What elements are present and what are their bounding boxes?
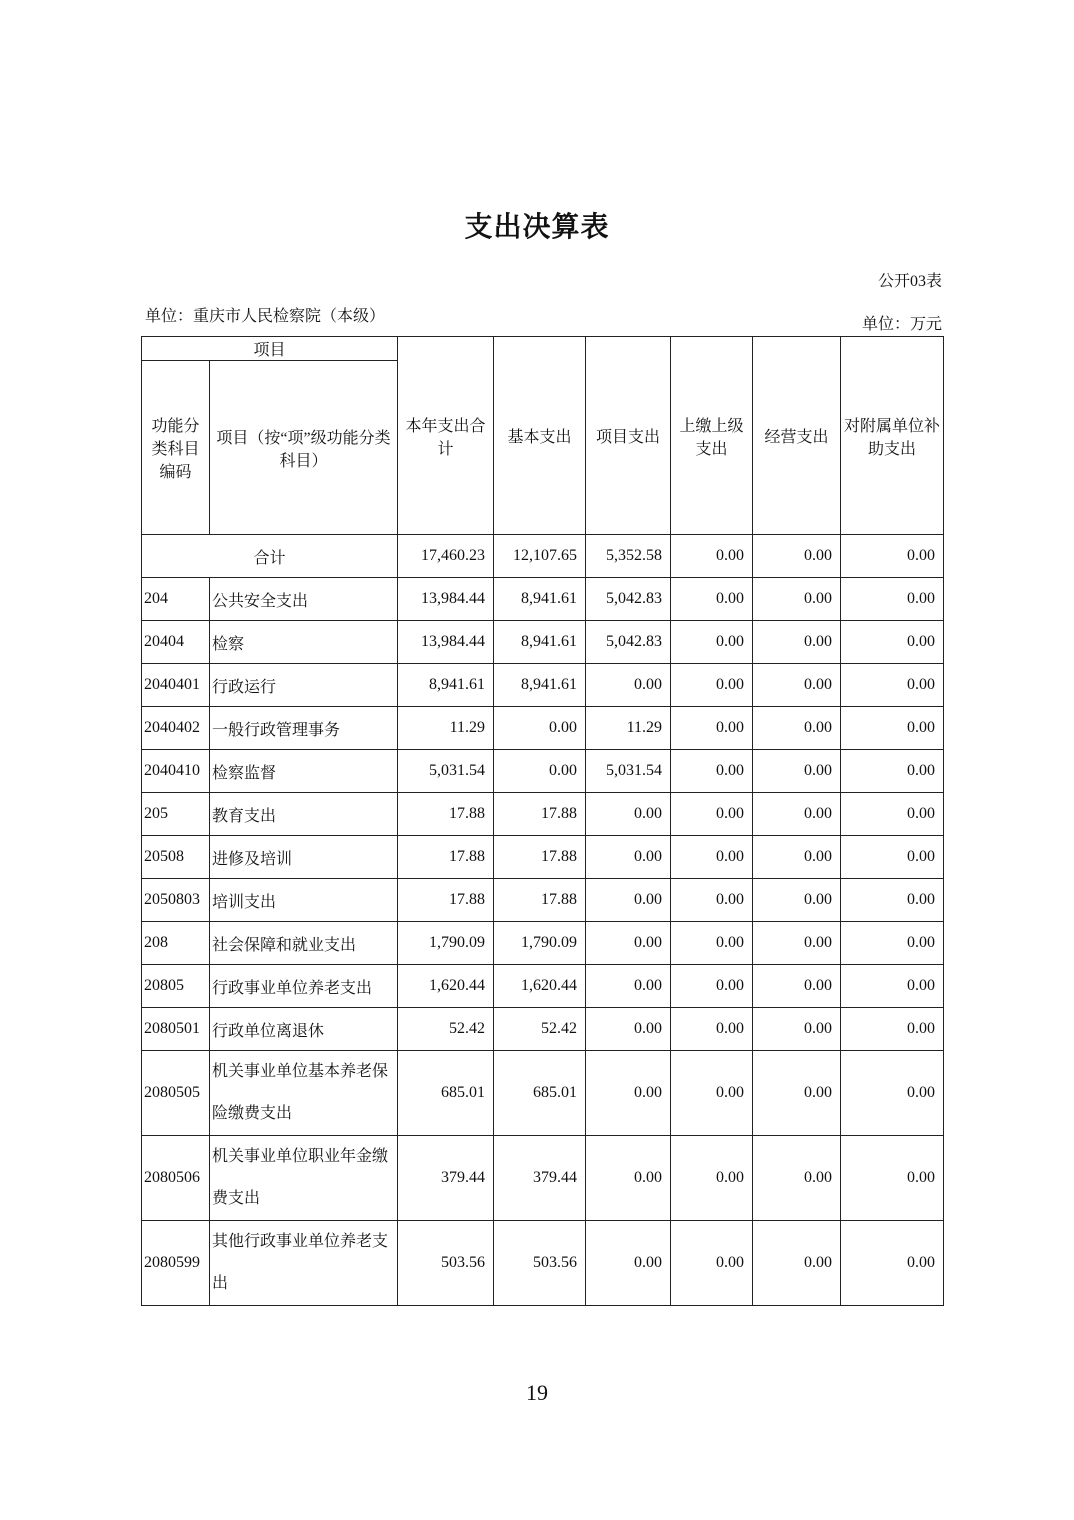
table-row [142,1008,944,1051]
cell: 52.42 [494,1008,586,1051]
cell: 12,107.65 [494,535,586,578]
cell: 685.01 [398,1051,494,1136]
cell: 0.00 [671,965,753,1008]
expenditure-table [141,336,944,1306]
cell: 17.88 [398,793,494,836]
cell: 1,790.09 [494,922,586,965]
cell: 0.00 [671,1051,753,1136]
cell: 1,620.44 [398,965,494,1008]
cell: 0.00 [841,1221,944,1306]
cell: 0.00 [753,621,841,664]
cell: 0.00 [753,1136,841,1221]
cell: 0.00 [841,965,944,1008]
cell: 0.00 [671,578,753,621]
cell: 0.00 [671,836,753,879]
code-cell: 20404 [142,621,210,664]
cell: 5,042.83 [586,578,671,621]
cell: 0.00 [586,1008,671,1051]
table-row [142,578,944,621]
header-col: 本年支出合计 [398,337,494,535]
header-col: 基本支出 [494,337,586,535]
cell: 5,042.83 [586,621,671,664]
cell: 0.00 [841,922,944,965]
table-row [142,1136,944,1221]
table-number: 公开03表 [877,273,942,290]
code-cell: 2080501 [142,1008,210,1051]
cell: 52.42 [398,1008,494,1051]
cell: 8,941.61 [494,621,586,664]
cell: 0.00 [671,664,753,707]
cell: 5,031.54 [398,750,494,793]
name-cell: 行政单位离退休 [210,1008,398,1051]
table-row [142,793,944,836]
cell: 0.00 [671,621,753,664]
cell: 0.00 [671,1221,753,1306]
cell: 0.00 [494,750,586,793]
table-row [142,965,944,1008]
header-group: 项目 [142,337,398,361]
cell: 17.88 [494,836,586,879]
cell: 13,984.44 [398,621,494,664]
header-code: 功能分类科目编码 [142,361,210,535]
header-col: 对附属单位补助支出 [841,337,944,535]
cell: 0.00 [841,1008,944,1051]
total-label: 合计 [142,535,398,578]
cell: 0.00 [753,793,841,836]
cell: 0.00 [586,965,671,1008]
cell: 5,352.58 [586,535,671,578]
page-title: 支出决算表 [464,212,610,243]
total-row [142,535,944,578]
cell: 0.00 [753,664,841,707]
cell: 0.00 [671,922,753,965]
cell: 13,984.44 [398,578,494,621]
cell: 0.00 [841,621,944,664]
cell: 0.00 [841,750,944,793]
cell: 0.00 [841,1136,944,1221]
cell: 0.00 [586,836,671,879]
cell: 0.00 [841,1051,944,1136]
table-row [142,836,944,879]
cell: 11.29 [586,707,671,750]
cell: 0.00 [841,836,944,879]
cell: 17.88 [494,879,586,922]
cell: 0.00 [671,750,753,793]
name-cell: 其他行政事业单位养老支出 [210,1221,398,1306]
header-col: 经营支出 [753,337,841,535]
cell: 0.00 [841,535,944,578]
cell: 0.00 [841,707,944,750]
name-cell: 教育支出 [210,793,398,836]
table-row [142,1221,944,1306]
cell: 0.00 [586,1051,671,1136]
cell: 0.00 [841,578,944,621]
cell: 503.56 [398,1221,494,1306]
header-col: 项目支出 [586,337,671,535]
code-cell: 208 [142,922,210,965]
cell: 17.88 [398,879,494,922]
name-cell: 社会保障和就业支出 [210,922,398,965]
page-number: 19 [526,1380,548,1405]
code-cell: 204 [142,578,210,621]
cell: 8,941.61 [494,578,586,621]
cell: 8,941.61 [494,664,586,707]
cell: 0.00 [586,793,671,836]
cell: 0.00 [753,965,841,1008]
table-row [142,707,944,750]
code-cell: 20805 [142,965,210,1008]
cell: 685.01 [494,1051,586,1136]
cell: 0.00 [753,707,841,750]
cell: 1,620.44 [494,965,586,1008]
cell: 0.00 [671,535,753,578]
cell: 5,031.54 [586,750,671,793]
table-row [142,750,944,793]
header-col: 上缴上级支出 [671,337,753,535]
name-cell: 培训支出 [210,879,398,922]
name-cell: 检察监督 [210,750,398,793]
code-cell: 20508 [142,836,210,879]
cell: 0.00 [494,707,586,750]
table-row [142,1051,944,1136]
cell: 0.00 [671,793,753,836]
cell: 0.00 [671,1008,753,1051]
table-row [142,879,944,922]
cell: 0.00 [671,1136,753,1221]
cell: 0.00 [753,879,841,922]
table-row [142,621,944,664]
cell: 11.29 [398,707,494,750]
cell: 0.00 [586,879,671,922]
name-cell: 行政事业单位养老支出 [210,965,398,1008]
cell: 0.00 [671,879,753,922]
name-cell: 进修及培训 [210,836,398,879]
cell: 0.00 [753,750,841,793]
name-cell: 行政运行 [210,664,398,707]
cell: 379.44 [494,1136,586,1221]
name-cell: 检察 [210,621,398,664]
code-cell: 2040401 [142,664,210,707]
code-cell: 2040402 [142,707,210,750]
cell: 8,941.61 [398,664,494,707]
cell: 0.00 [753,578,841,621]
unit-money: 单位：万元 [861,316,942,333]
cell: 0.00 [753,1221,841,1306]
unit-organization: 单位：重庆市人民检察院（本级） [145,308,386,325]
cell: 1,790.09 [398,922,494,965]
cell: 0.00 [586,664,671,707]
name-cell: 机关事业单位职业年金缴费支出 [210,1136,398,1221]
name-cell: 公共安全支出 [210,578,398,621]
table-row [142,664,944,707]
cell: 0.00 [753,836,841,879]
cell: 0.00 [586,1136,671,1221]
cell: 0.00 [753,535,841,578]
table-row [142,922,944,965]
cell: 0.00 [841,664,944,707]
cell: 0.00 [586,922,671,965]
code-cell: 2050803 [142,879,210,922]
code-cell: 2080505 [142,1051,210,1136]
cell: 0.00 [586,1221,671,1306]
name-cell: 一般行政管理事务 [210,707,398,750]
cell: 0.00 [841,793,944,836]
cell: 17.88 [398,836,494,879]
code-cell: 205 [142,793,210,836]
cell: 17.88 [494,793,586,836]
code-cell: 2040410 [142,750,210,793]
header-name: 项目（按“项”级功能分类科目） [210,361,398,535]
cell: 0.00 [671,707,753,750]
cell: 0.00 [841,879,944,922]
cell: 379.44 [398,1136,494,1221]
cell: 0.00 [753,1051,841,1136]
cell: 17,460.23 [398,535,494,578]
code-cell: 2080599 [142,1221,210,1306]
name-cell: 机关事业单位基本养老保险缴费支出 [210,1051,398,1136]
cell: 503.56 [494,1221,586,1306]
cell: 0.00 [753,922,841,965]
cell: 0.00 [753,1008,841,1051]
code-cell: 2080506 [142,1136,210,1221]
